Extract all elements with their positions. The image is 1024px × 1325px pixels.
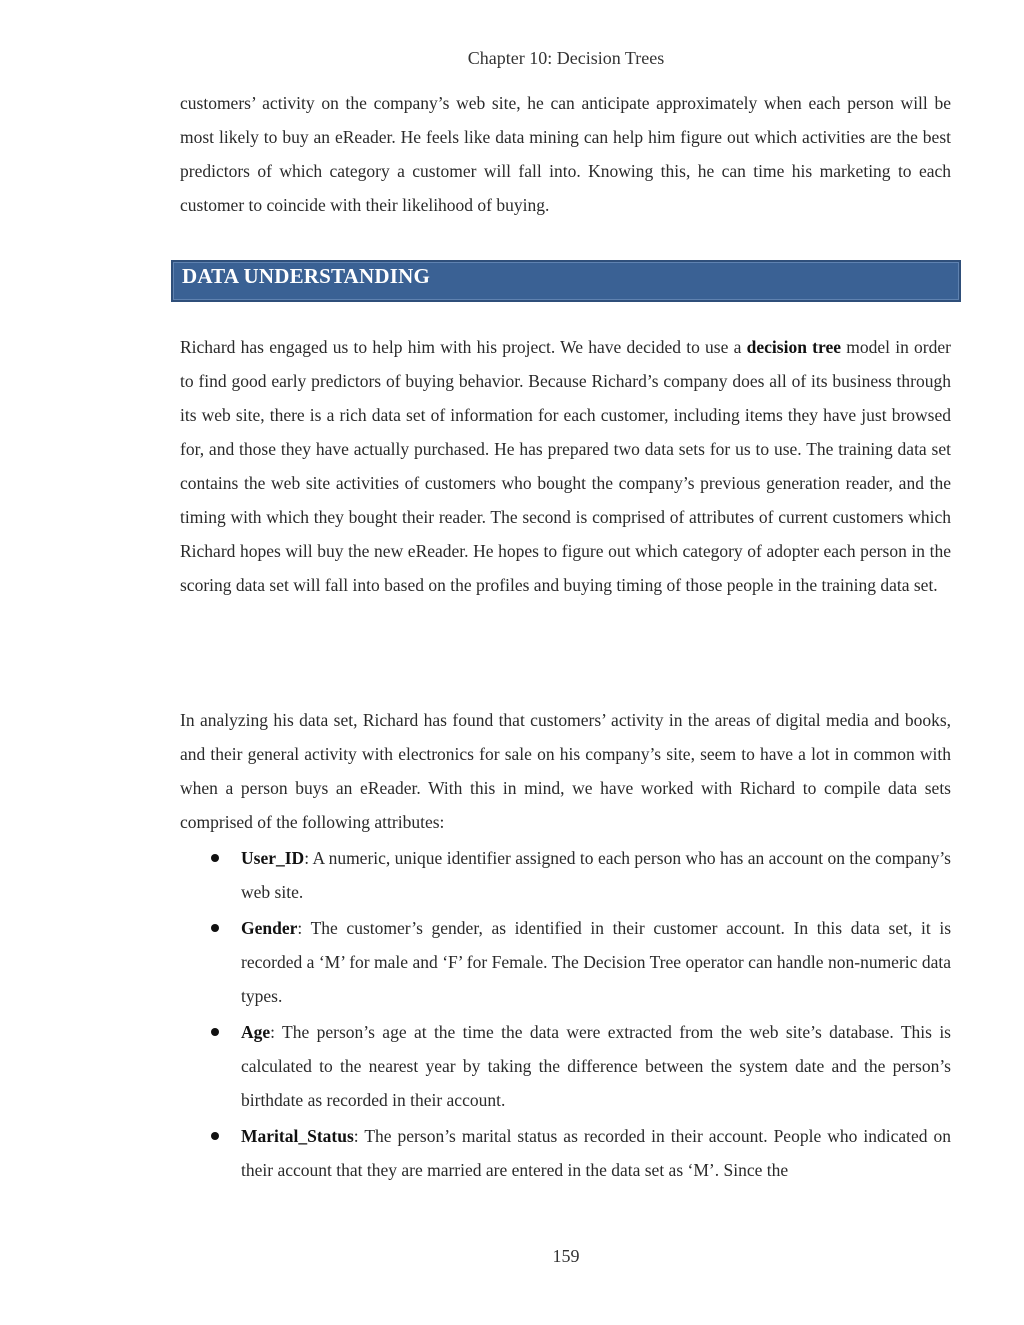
bullet-icon xyxy=(211,1028,219,1036)
analysis-paragraph: In analyzing his data set, Richard has found that customers’ activity in the areas of digital media and books, and their general activity with electronics for sale on his company’s site, seem to have a lot in common with when a person buys an eReader. With this in mind, we have worked with Richard to compile data sets comprised of the following attributes: xyxy=(180,710,951,832)
page-number: 159 xyxy=(552,1246,580,1266)
decision-tree-term: decision tree xyxy=(746,337,841,357)
attribute-name: Age xyxy=(241,1022,271,1042)
data-understanding-paragraph xyxy=(180,330,951,602)
attribute-name: User_ID xyxy=(241,848,305,868)
paragraph-text-before: Richard has engaged us to help him with his project. We have decided to use a xyxy=(180,337,747,357)
attribute-item-marital-status xyxy=(180,1119,951,1187)
bullet-icon xyxy=(211,924,219,932)
chapter-header: Chapter 10: Decision Trees xyxy=(467,48,665,68)
attribute-list xyxy=(180,841,951,1189)
attribute-item-user-id xyxy=(180,841,951,909)
attribute-name: Gender xyxy=(241,918,298,938)
attribute-description: : The person’s marital status as recorded in their account. People who indicated on their account that they are married are entered in the data set as ‘M’. Since the xyxy=(241,1126,951,1180)
bullet-icon xyxy=(211,854,219,862)
bullet-icon xyxy=(211,1132,219,1140)
attribute-item-gender xyxy=(180,911,951,1013)
attribute-item-age xyxy=(180,1015,951,1117)
section-banner xyxy=(171,260,961,302)
attribute-description: : A numeric, unique identifier assigned to each person who has an account on the company’s web site. xyxy=(241,848,951,902)
attribute-description: : The customer’s gender, as identified in their customer account. In this data set, it is recorded a ‘M’ for male and ‘F’ for Female. The Decision Tree operator can handle non-numeric data types. xyxy=(241,918,951,1006)
section-title: DATA UNDERSTANDING xyxy=(182,264,431,288)
intro-paragraph: customers’ activity on the company’s web site, he can anticipate approximately when each person will be most likely to buy an eReader. He feels like data mining can help him figure out which activities are the best predictors of which category a customer will fall into. Knowing this, he can time his marketing to each customer to coincide with their likelihood of buying. xyxy=(180,93,951,215)
paragraph-text-after: model in order to find good early predictors of buying behavior. Because Richard’s company does all of its business through its web site, there is a rich data set of information for each customer, including items they have just browsed for, and those they have actually purchased. He has prepared two data sets for us to use. The training data set contains the web site activities of customers who bought the company’s previous generation reader, and the timing with which they bought their reader. The second is comprised of attributes of current customers which Richard hopes will buy the new eReader. He hopes to figure out which category of adopter each person in the scoring data set will fall into based on the profiles and buying timing of those people in the training data set. xyxy=(180,337,951,595)
attribute-name: Marital_Status xyxy=(241,1126,354,1146)
attribute-description: : The person’s age at the time the data were extracted from the web site’s database. This is calculated to the nearest year by taking the difference between the system date and the person’s birthdate as recorded in their account. xyxy=(241,1022,951,1110)
